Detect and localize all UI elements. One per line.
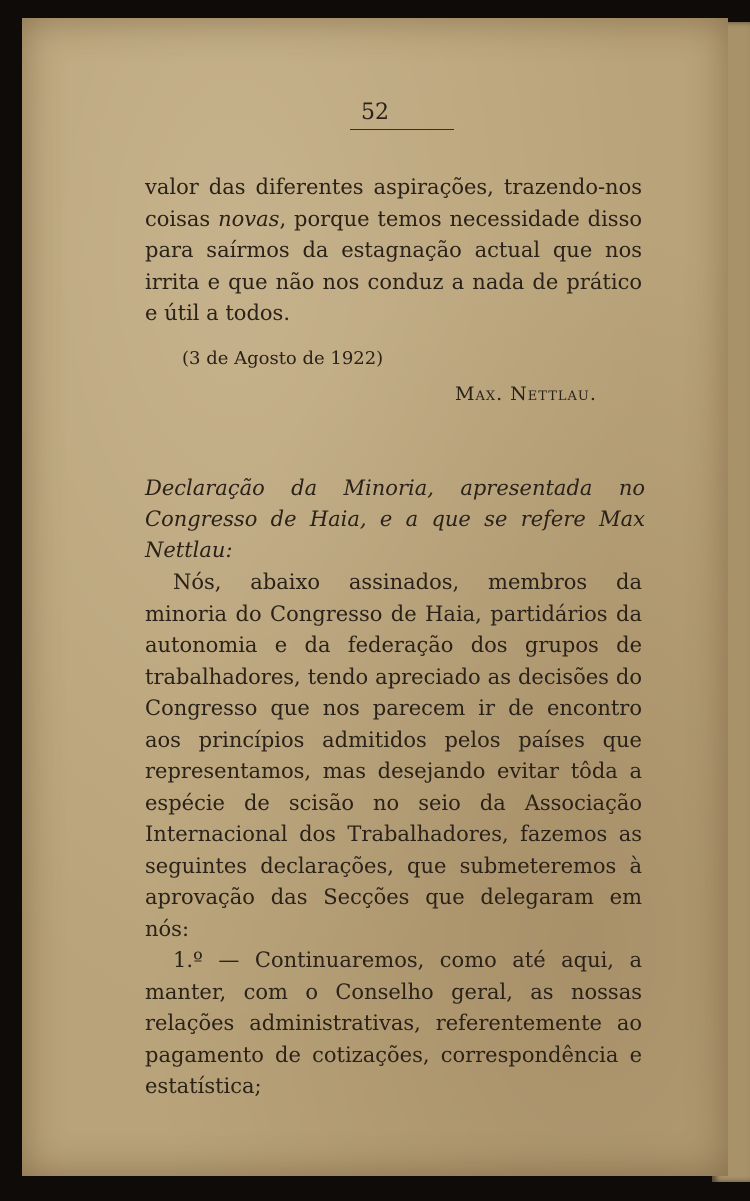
intro-paragraph — [145, 172, 642, 330]
declaration-heading: Declaração da Minoria, apresentada no Congresso de Haia, e a que se refere Max Nettlau: — [145, 476, 645, 562]
date-line: (3 de Agosto de 1922) — [182, 348, 384, 369]
intro-text: valor das diferentes aspirações, trazendo-nos coisas novas, porque temos necessidade disso para saírmos da estagnação actual que nos irrita e que não nos conduz a nada de prático e útil a todos. — [145, 175, 642, 325]
item-1: 1.º — Continuaremos, como até aqui, a manter, com o Conselho geral, as nossas relações administrativas, referentemente ao pagamento de cotizações, correspondência e estatística; — [145, 948, 642, 1098]
page-number-rule — [350, 129, 454, 130]
page-number: 52 — [361, 100, 389, 125]
paragraph-1: Nós, abaixo assinados, membros da minoria do Congresso de Haia, partidários da autonomia e da federação dos grupos de trabalhadores, tendo apreciado as decisões do Congresso que nos parecem ir de encontro aos princípios admitidos pelos países que representamos, mas desejando evitar tôda a espécie de scisão no seio da Associação Internacional dos Trabalhadores, fazemos as seguintes declarações, que submeteremos à aprovação das Secções que delegaram em nós: — [145, 570, 642, 941]
intro-italic-word: novas — [218, 206, 280, 231]
declaration-body — [145, 567, 642, 1103]
signature: Max. Nettlau. — [455, 383, 597, 405]
